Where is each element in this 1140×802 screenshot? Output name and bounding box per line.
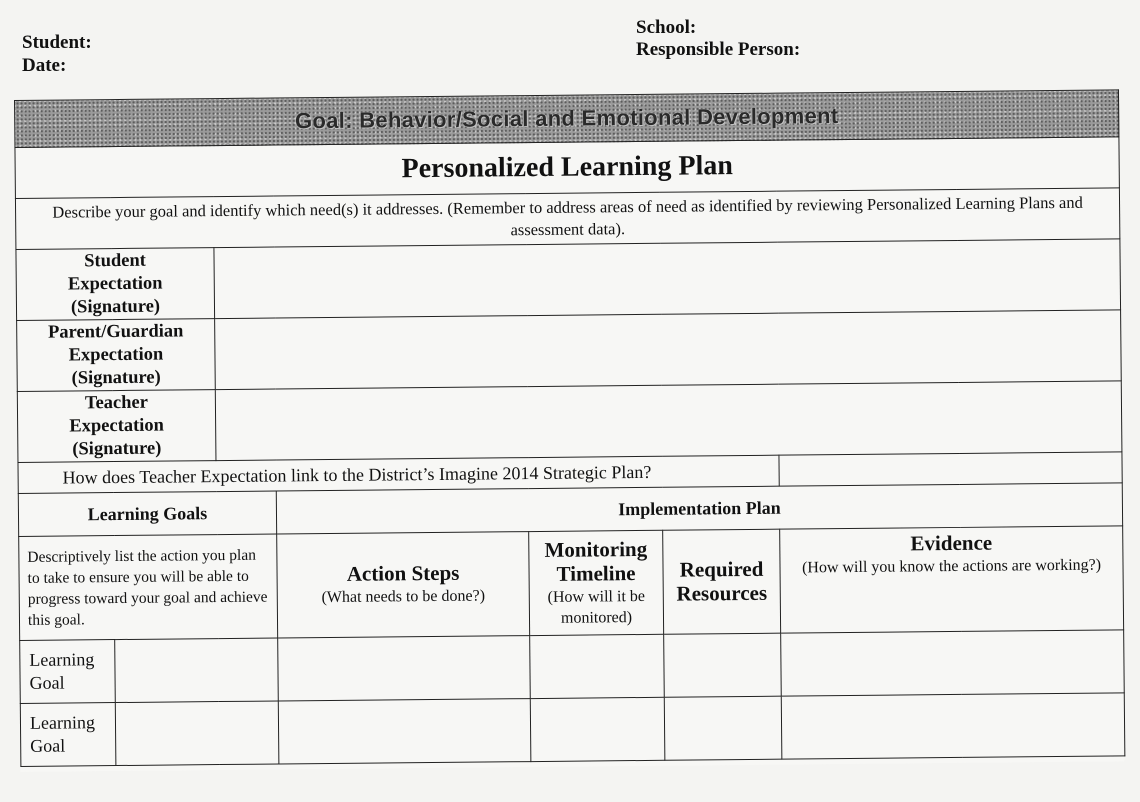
monitoring-timeline-header: Monitoring Timeline (How will it be monitored)	[529, 530, 664, 635]
teacher-expectation-row	[17, 381, 1122, 463]
student-signature-field[interactable]	[214, 239, 1121, 319]
required-resources-header: Required Resources	[663, 529, 781, 634]
strategic-plan-answer-field[interactable]	[779, 452, 1122, 486]
learning-goal-field[interactable]	[115, 701, 279, 766]
learning-goal-label: Learning Goal	[20, 640, 116, 704]
evidence-header: Evidence (How will you know the actions are working?)	[780, 526, 1124, 633]
required-resources-field[interactable]	[664, 696, 782, 760]
responsible-person-label: Responsible Person:	[636, 39, 801, 60]
parent-expectation-label: Parent/Guardian Expectation (Signature)	[17, 319, 216, 392]
learning-goal-row	[20, 693, 1125, 767]
learning-plan-form	[14, 89, 1124, 772]
plan-table	[14, 89, 1125, 767]
student-label: Student:	[22, 32, 92, 53]
goal-banner: Goal: Behavior/Social and Emotional Development	[15, 90, 1119, 148]
action-steps-header: Action Steps (What needs to be done?)	[277, 532, 530, 638]
column-header-row	[19, 526, 1124, 641]
action-steps-field[interactable]	[278, 636, 531, 701]
student-expectation-label: Student Expectation (Signature)	[16, 248, 215, 321]
learning-goals-header: Learning Goals	[18, 491, 276, 536]
action-steps-field[interactable]	[278, 699, 531, 764]
learning-goal-label: Learning Goal	[20, 703, 116, 767]
required-resources-field[interactable]	[664, 633, 782, 697]
page-title: Personalized Learning Plan	[15, 137, 1120, 199]
parent-expectation-row	[17, 310, 1122, 392]
goal-description: Describe your goal and identify which need(s) it addresses. (Remember to address areas of need as identified by reviewing Personalized Learning Plans and assessment data).	[15, 188, 1120, 250]
learning-goal-field[interactable]	[115, 638, 279, 703]
monitoring-timeline-field[interactable]	[530, 634, 665, 698]
teacher-signature-field[interactable]	[215, 381, 1122, 461]
date-label: Date:	[22, 55, 67, 76]
evidence-field[interactable]	[781, 693, 1125, 759]
school-label: School:	[636, 17, 697, 38]
learning-goals-instructions: Descriptively list the action you plan to take to ensure you will be able to progress toward your goal and achieve this goal.	[19, 534, 278, 640]
student-expectation-row	[16, 239, 1121, 321]
evidence-field[interactable]	[781, 630, 1125, 696]
learning-goal-row	[20, 630, 1125, 704]
monitoring-timeline-field[interactable]	[530, 697, 665, 761]
teacher-expectation-label: Teacher Expectation (Signature)	[17, 390, 216, 463]
parent-signature-field[interactable]	[215, 310, 1122, 390]
implementation-plan-header: Implementation Plan	[276, 483, 1122, 534]
strategic-plan-question: How does Teacher Expectation link to the District’s Imagine 2014 Strategic Plan?	[18, 455, 779, 493]
